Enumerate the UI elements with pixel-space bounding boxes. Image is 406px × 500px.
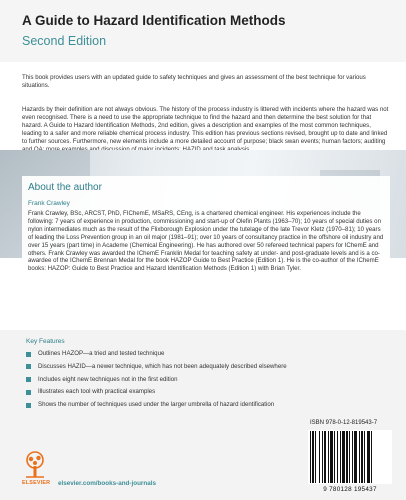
publisher-url[interactable]: elsevier.com/books-and-journals — [58, 480, 156, 487]
feature-item: Outlines HAZOP—a tried and tested technique — [26, 350, 346, 358]
barcode-digits: 9 780128 195437 — [323, 486, 377, 493]
key-features-heading: Key Features — [26, 338, 65, 345]
book-title: A Guide to Hazard Identification Methods — [22, 13, 286, 28]
feature-item: Illustrates each tool with practical examples — [26, 388, 346, 396]
barcode-icon — [308, 430, 392, 484]
book-edition: Second Edition — [22, 34, 107, 48]
about-author-heading: About the author — [28, 182, 102, 193]
feature-item: Shows the number of techniques used under the larger umbrella of hazard identification — [26, 401, 346, 409]
author-bio: Frank Crawley, BSc, ARCST, PhD, FIChemE, MSaRS, CEng, is a chartered chemical engineer. His experiences include the following: 7 years of experience in production, commissioning and start-up of Olefin Plants (1963–70); 10 years of special duties on nylon intermediates much as the result of the Flixborough Explosion under the tutelage of the late Trevor Kletz (1970–81); 10 years of leading the Loss Prevention group in an oil major (1981–91); over 10 years of consultancy practice in the offshore oil industry and over 15 years (part time) in Academe (Chemical Engineering). He has authored over 50 refereed technical papers for IChemE and others. Frank Crawley was awarded the IChemE Franklin Medal for teaching safety at under- and post-graduate levels and is a co-awardee of the IChemE Brennan Medal for the book HAZOP Guide to Best Practice (Edition 1). He is the co-author of the IChemE books: HAZOP: Guide to Best Practice and Hazard Identification Methods (Edition 1) with Brian Tyler. — [28, 210, 384, 273]
title-banner — [0, 0, 406, 62]
about-author-panel — [22, 176, 390, 316]
author-name: Frank Crawley — [28, 200, 70, 207]
feature-item: Includes eight new techniques not in the first edition — [26, 376, 346, 384]
intro-paragraph: This book provides users with an updated guide to safety techniques and gives an assessment of the best technique for various situations. — [22, 74, 366, 89]
publisher-name: ELSEVIER — [22, 480, 51, 486]
isbn-label: ISBN 978-0-12-819543-7 — [310, 420, 378, 426]
feature-item: Discusses HAZID—a newer technique, which has not been adequately described elsewhere — [26, 363, 346, 371]
feature-list — [26, 350, 346, 414]
elsevier-tree-icon — [20, 449, 50, 479]
description-paragraph: Hazards by their definition are not always obvious. The history of the process industry is littered with incidents where the hazard was not even recognised. There is a need to use the appropriate technique to find the hazard and then determine the best solution for that hazard. A Guide to Hazard Identification Methods, 2nd edition, gives a description and examples of the most common techniques, leading to a safer and more reliable chemical process industry. This edition has previous sections revised, brought up to date and linked to further sources. Furthermore, new elements include a more detailed account of purpose; black swan events; human factors; auditing — [22, 106, 389, 146]
